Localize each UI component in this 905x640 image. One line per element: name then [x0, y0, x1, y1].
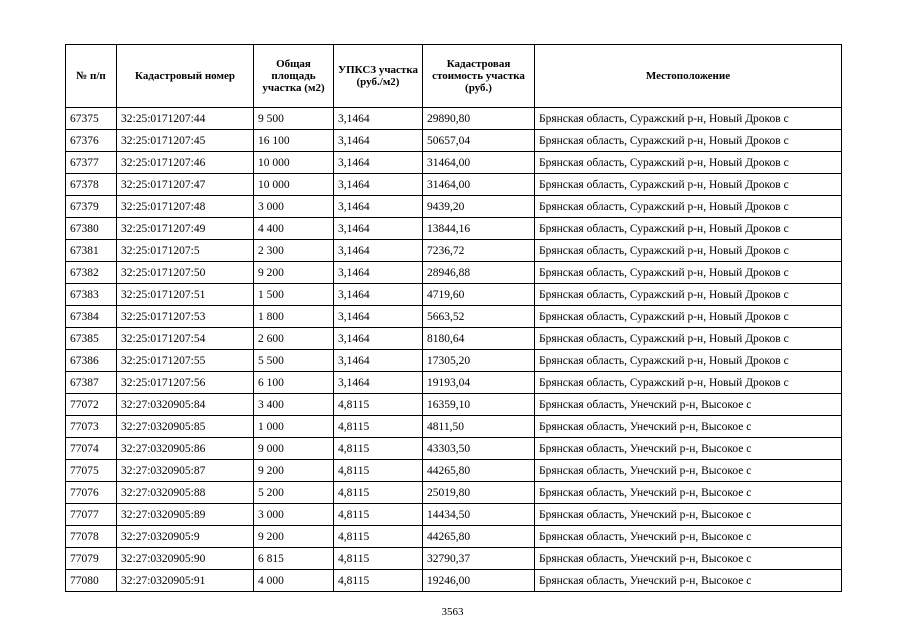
table-row	[66, 438, 842, 460]
cell-location: Брянская область, Суражский р-н, Новый Дроков с	[535, 328, 842, 350]
cell-upksz: 3,1464	[334, 108, 423, 130]
cell-index: 67376	[66, 130, 117, 152]
header-index: № п/п	[66, 45, 117, 108]
cell-upksz: 3,1464	[334, 350, 423, 372]
cell-index: 77076	[66, 482, 117, 504]
cell-cadastral-number: 32:25:0171207:55	[117, 350, 254, 372]
cell-index: 77078	[66, 526, 117, 548]
cell-index: 67380	[66, 218, 117, 240]
table-row	[66, 416, 842, 438]
cell-cadastral-number: 32:25:0171207:47	[117, 174, 254, 196]
cell-index: 77077	[66, 504, 117, 526]
table-row	[66, 372, 842, 394]
cell-cadastral-number: 32:25:0171207:5	[117, 240, 254, 262]
cell-cadastral-number: 32:25:0171207:48	[117, 196, 254, 218]
cell-cadastral-value: 13844,16	[423, 218, 535, 240]
cell-location: Брянская область, Суражский р-н, Новый Дроков с	[535, 218, 842, 240]
cell-area: 5 500	[254, 350, 334, 372]
cell-location: Брянская область, Суражский р-н, Новый Дроков с	[535, 196, 842, 218]
page-number: 3563	[441, 606, 464, 618]
cell-index: 67387	[66, 372, 117, 394]
cell-area: 1 000	[254, 416, 334, 438]
cell-cadastral-value: 17305,20	[423, 350, 535, 372]
cell-location: Брянская область, Унечский р-н, Высокое с	[535, 570, 842, 592]
cell-upksz: 4,8115	[334, 438, 423, 460]
table-row	[66, 262, 842, 284]
table-row	[66, 328, 842, 350]
cell-cadastral-value: 31464,00	[423, 174, 535, 196]
cell-cadastral-number: 32:25:0171207:56	[117, 372, 254, 394]
cell-cadastral-value: 8180,64	[423, 328, 535, 350]
cell-upksz: 3,1464	[334, 240, 423, 262]
cell-cadastral-value: 44265,80	[423, 460, 535, 482]
cell-cadastral-number: 32:25:0171207:54	[117, 328, 254, 350]
cell-cadastral-number: 32:27:0320905:88	[117, 482, 254, 504]
table-row	[66, 460, 842, 482]
header-cadastral-number: Кадастровый номер	[117, 45, 254, 108]
cell-index: 67385	[66, 328, 117, 350]
cell-location: Брянская область, Унечский р-н, Высокое с	[535, 526, 842, 548]
cell-area: 9 200	[254, 262, 334, 284]
cell-cadastral-value: 7236,72	[423, 240, 535, 262]
cell-index: 77074	[66, 438, 117, 460]
table-row	[66, 504, 842, 526]
cell-cadastral-value: 19193,04	[423, 372, 535, 394]
header-cadastral-value: Кадастровая стоимость участка (руб.)	[423, 45, 535, 108]
cell-index: 67378	[66, 174, 117, 196]
cell-cadastral-number: 32:25:0171207:49	[117, 218, 254, 240]
cell-location: Брянская область, Унечский р-н, Высокое с	[535, 460, 842, 482]
cell-location: Брянская область, Суражский р-н, Новый Дроков с	[535, 262, 842, 284]
cell-area: 3 000	[254, 196, 334, 218]
cell-upksz: 3,1464	[334, 152, 423, 174]
cell-cadastral-number: 32:25:0171207:53	[117, 306, 254, 328]
cell-upksz: 3,1464	[334, 218, 423, 240]
cell-cadastral-number: 32:25:0171207:44	[117, 108, 254, 130]
cell-area: 2 300	[254, 240, 334, 262]
table-row	[66, 350, 842, 372]
cell-upksz: 3,1464	[334, 328, 423, 350]
cell-location: Брянская область, Унечский р-н, Высокое с	[535, 438, 842, 460]
cell-area: 2 600	[254, 328, 334, 350]
cell-location: Брянская область, Суражский р-н, Новый Дроков с	[535, 108, 842, 130]
cell-cadastral-number: 32:27:0320905:86	[117, 438, 254, 460]
cell-index: 67386	[66, 350, 117, 372]
cell-index: 77080	[66, 570, 117, 592]
cell-location: Брянская область, Суражский р-н, Новый Дроков с	[535, 240, 842, 262]
cell-area: 5 200	[254, 482, 334, 504]
table-row	[66, 130, 842, 152]
header-location: Местоположение	[535, 45, 842, 108]
cell-area: 10 000	[254, 152, 334, 174]
table-row	[66, 548, 842, 570]
cell-index: 67377	[66, 152, 117, 174]
cell-area: 1 500	[254, 284, 334, 306]
table-row	[66, 108, 842, 130]
cell-index: 67379	[66, 196, 117, 218]
cell-location: Брянская область, Унечский р-н, Высокое с	[535, 482, 842, 504]
cell-upksz: 3,1464	[334, 372, 423, 394]
table-row	[66, 570, 842, 592]
cell-location: Брянская область, Суражский р-н, Новый Дроков с	[535, 284, 842, 306]
cell-area: 9 200	[254, 460, 334, 482]
cell-area: 4 400	[254, 218, 334, 240]
cell-area: 3 400	[254, 394, 334, 416]
cell-location: Брянская область, Суражский р-н, Новый Дроков с	[535, 372, 842, 394]
cell-cadastral-number: 32:27:0320905:87	[117, 460, 254, 482]
cell-cadastral-value: 19246,00	[423, 570, 535, 592]
cell-index: 67375	[66, 108, 117, 130]
cell-location: Брянская область, Суражский р-н, Новый Дроков с	[535, 174, 842, 196]
table-row	[66, 394, 842, 416]
cell-upksz: 3,1464	[334, 196, 423, 218]
cell-upksz: 4,8115	[334, 460, 423, 482]
cell-cadastral-value: 9439,20	[423, 196, 535, 218]
cell-location: Брянская область, Суражский р-н, Новый Дроков с	[535, 350, 842, 372]
cell-cadastral-number: 32:25:0171207:45	[117, 130, 254, 152]
cell-upksz: 4,8115	[334, 394, 423, 416]
cell-cadastral-number: 32:27:0320905:84	[117, 394, 254, 416]
cell-cadastral-number: 32:27:0320905:89	[117, 504, 254, 526]
cell-cadastral-number: 32:27:0320905:90	[117, 548, 254, 570]
cell-cadastral-value: 25019,80	[423, 482, 535, 504]
cell-upksz: 4,8115	[334, 504, 423, 526]
cell-location: Брянская область, Унечский р-н, Высокое с	[535, 416, 842, 438]
cell-upksz: 3,1464	[334, 306, 423, 328]
cell-upksz: 4,8115	[334, 548, 423, 570]
cell-area: 6 815	[254, 548, 334, 570]
cell-cadastral-value: 5663,52	[423, 306, 535, 328]
cell-index: 67382	[66, 262, 117, 284]
cadastral-table	[65, 44, 842, 592]
cell-location: Брянская область, Суражский р-н, Новый Дроков с	[535, 130, 842, 152]
header-upksz: УПКСЗ участка (руб./м2)	[334, 45, 423, 108]
table-row	[66, 482, 842, 504]
cell-upksz: 4,8115	[334, 526, 423, 548]
cell-cadastral-value: 29890,80	[423, 108, 535, 130]
cell-cadastral-number: 32:27:0320905:9	[117, 526, 254, 548]
cell-index: 67384	[66, 306, 117, 328]
cell-area: 9 000	[254, 438, 334, 460]
cell-index: 67381	[66, 240, 117, 262]
cell-cadastral-value: 16359,10	[423, 394, 535, 416]
cell-cadastral-value: 43303,50	[423, 438, 535, 460]
cell-area: 6 100	[254, 372, 334, 394]
cell-area: 10 000	[254, 174, 334, 196]
cell-index: 77073	[66, 416, 117, 438]
cell-upksz: 3,1464	[334, 284, 423, 306]
cell-cadastral-number: 32:27:0320905:91	[117, 570, 254, 592]
cell-location: Брянская область, Суражский р-н, Новый Дроков с	[535, 306, 842, 328]
cell-location: Брянская область, Унечский р-н, Высокое с	[535, 548, 842, 570]
table-row	[66, 240, 842, 262]
cell-index: 77079	[66, 548, 117, 570]
cell-cadastral-value: 44265,80	[423, 526, 535, 548]
table-row	[66, 284, 842, 306]
table-body	[66, 108, 842, 592]
cell-index: 77072	[66, 394, 117, 416]
cell-area: 4 000	[254, 570, 334, 592]
cell-cadastral-number: 32:25:0171207:51	[117, 284, 254, 306]
cell-location: Брянская область, Унечский р-н, Высокое с	[535, 504, 842, 526]
header-area: Общая площадь участка (м2)	[254, 45, 334, 108]
table-row	[66, 174, 842, 196]
cell-location: Брянская область, Унечский р-н, Высокое с	[535, 394, 842, 416]
cell-upksz: 3,1464	[334, 130, 423, 152]
cell-upksz: 3,1464	[334, 174, 423, 196]
cell-cadastral-value: 4719,60	[423, 284, 535, 306]
cell-cadastral-value: 31464,00	[423, 152, 535, 174]
cell-cadastral-value: 50657,04	[423, 130, 535, 152]
table-row	[66, 152, 842, 174]
table-row	[66, 306, 842, 328]
cell-index: 77075	[66, 460, 117, 482]
cell-cadastral-number: 32:27:0320905:85	[117, 416, 254, 438]
cell-area: 9 200	[254, 526, 334, 548]
cell-upksz: 4,8115	[334, 416, 423, 438]
cell-area: 9 500	[254, 108, 334, 130]
cell-area: 1 800	[254, 306, 334, 328]
cell-index: 67383	[66, 284, 117, 306]
cell-cadastral-value: 14434,50	[423, 504, 535, 526]
cell-cadastral-number: 32:25:0171207:46	[117, 152, 254, 174]
cell-upksz: 4,8115	[334, 570, 423, 592]
table-row	[66, 526, 842, 548]
cell-area: 3 000	[254, 504, 334, 526]
cell-cadastral-value: 28946,88	[423, 262, 535, 284]
cell-cadastral-number: 32:25:0171207:50	[117, 262, 254, 284]
cell-area: 16 100	[254, 130, 334, 152]
cell-cadastral-value: 4811,50	[423, 416, 535, 438]
header-row	[66, 45, 842, 108]
table-row	[66, 218, 842, 240]
cell-cadastral-value: 32790,37	[423, 548, 535, 570]
cell-location: Брянская область, Суражский р-н, Новый Дроков с	[535, 152, 842, 174]
cell-upksz: 4,8115	[334, 482, 423, 504]
cell-upksz: 3,1464	[334, 262, 423, 284]
table-row	[66, 196, 842, 218]
